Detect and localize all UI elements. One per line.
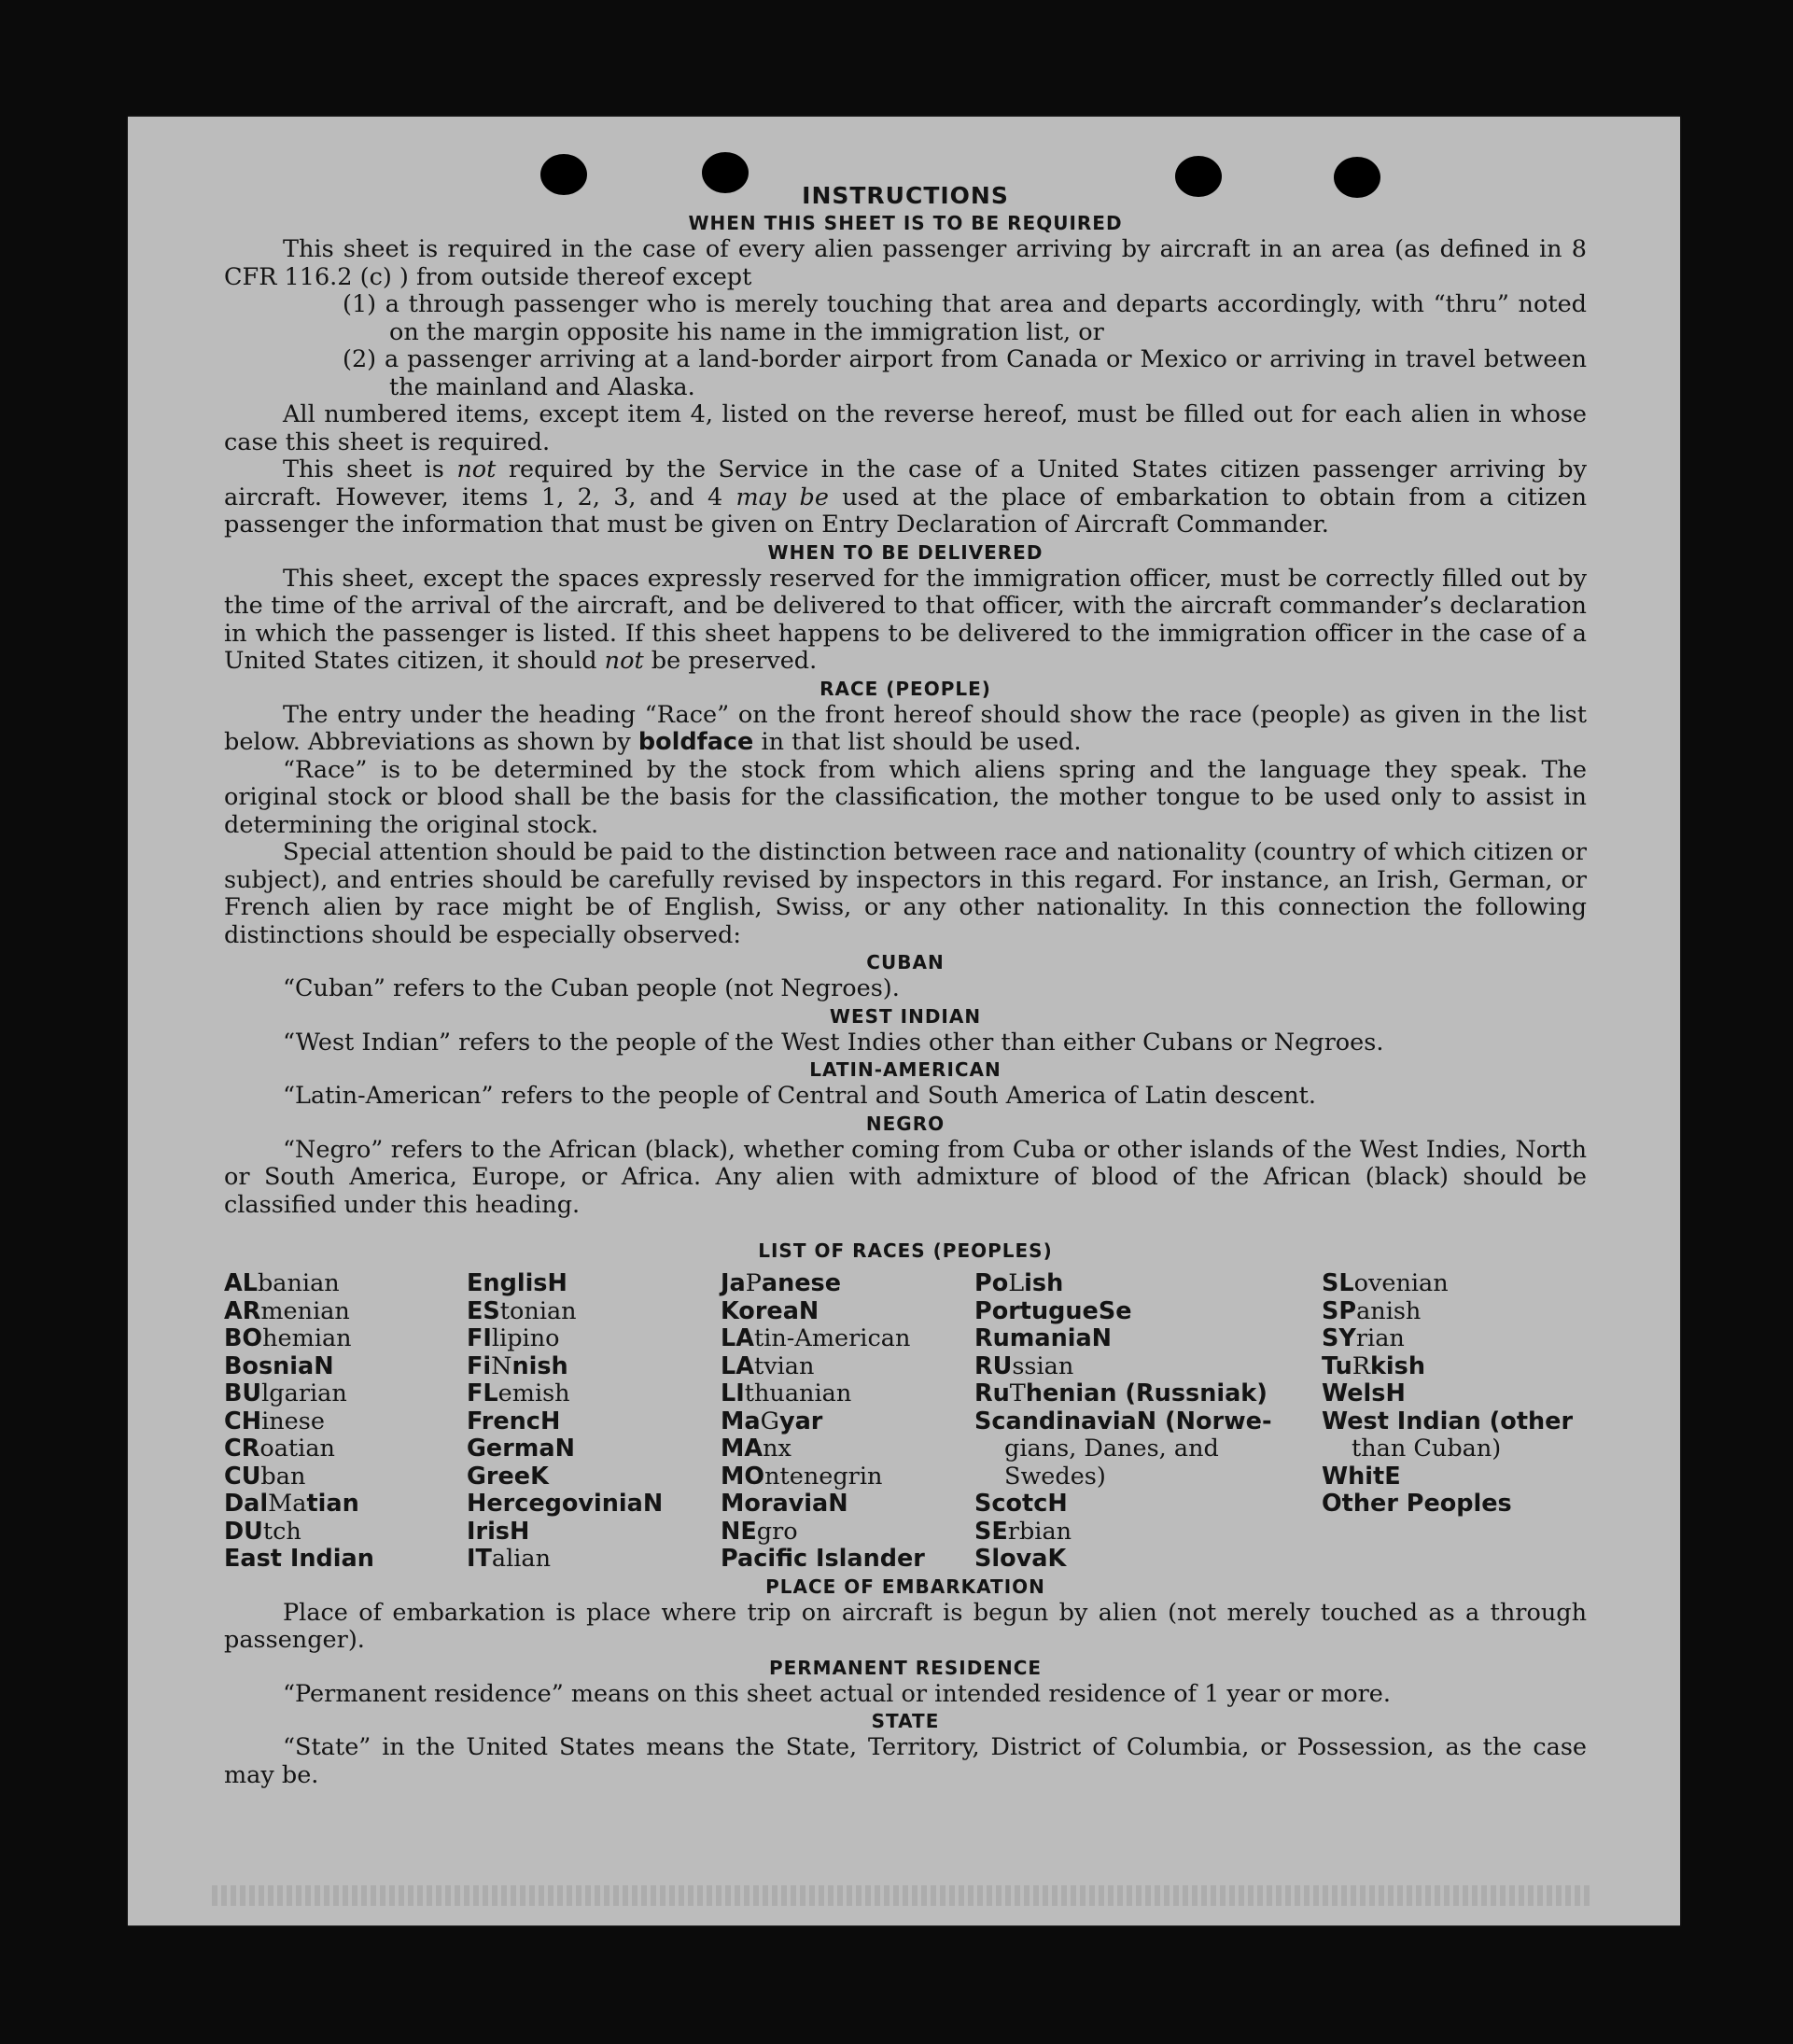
races-column-1: [224, 1270, 467, 1574]
race-abbrev: Dal: [224, 1490, 269, 1518]
race-entry: [467, 1435, 721, 1463]
race-entry: [721, 1270, 974, 1298]
page-title: INSTRUCTIONS: [802, 182, 1009, 209]
race-abbrev: West Indian: [1322, 1407, 1481, 1435]
race-entry: [224, 1353, 467, 1381]
race-entry: [974, 1463, 1322, 1491]
race-entry: [224, 1435, 467, 1463]
races-column-3: [721, 1270, 974, 1574]
race-abbrev: LI: [721, 1379, 745, 1407]
race-abbrev: Moravia: [721, 1490, 829, 1518]
definition-state: “State” in the United States means the State, Territory, District of Columbia, or Possession, as the case may be.: [224, 1733, 1587, 1789]
race-abbrev: Iris: [467, 1517, 510, 1546]
race-abbrev: Ja: [721, 1269, 746, 1297]
race-abbrev: H: [509, 1517, 530, 1546]
race-entry: [974, 1435, 1322, 1463]
race-entry: [721, 1298, 974, 1326]
definition-latin-american: “Latin-American” refers to the people of Central and South America of Latin descent.: [283, 1082, 1317, 1110]
race-abbrev: SP: [1322, 1296, 1357, 1325]
race-abbrev: CU: [224, 1462, 261, 1491]
race-text: inese: [261, 1407, 325, 1435]
race-text: oatian: [259, 1435, 335, 1463]
race-abbrev: Fi: [467, 1351, 492, 1380]
race-text: tvian: [753, 1351, 815, 1380]
race-abbrev: CH: [224, 1407, 262, 1435]
faint-bleed-through-text: [212, 1885, 1593, 1906]
race-abbrev: N (Norwe-: [1136, 1407, 1272, 1435]
race-entry: [224, 1380, 467, 1408]
race-abbrev: LA: [721, 1324, 754, 1352]
definition-cuban: “Cuban” refers to the Cuban people (not Negroes).: [283, 974, 900, 1002]
race-text: ssian: [1012, 1351, 1074, 1380]
race-entry: [1322, 1463, 1587, 1491]
race-entry: [467, 1380, 721, 1408]
race-abbrev: K: [1047, 1545, 1067, 1573]
race-abbrev: DU: [224, 1517, 263, 1546]
race-entry: [224, 1546, 467, 1574]
race-abbrev: MO: [721, 1462, 765, 1491]
race-text: ban: [260, 1462, 306, 1491]
race-text: tin-American: [753, 1324, 911, 1352]
race-entry: [1322, 1298, 1587, 1326]
race-text: hemian: [262, 1324, 352, 1352]
race-text: tch: [262, 1517, 301, 1546]
race-abbrev: Whit: [1322, 1462, 1385, 1491]
heading-embarkation: PLACE OF EMBARKATION: [765, 1575, 1045, 1598]
race-entry: [1322, 1270, 1587, 1298]
race-text: Swedes): [1004, 1462, 1106, 1491]
race-abbrev: ish: [1024, 1269, 1064, 1297]
race-abbrev: Portugue: [974, 1296, 1099, 1325]
race-abbrev: IT: [467, 1545, 492, 1573]
race-text: P: [745, 1269, 762, 1297]
definition-west-indian: “West Indian” refers to the people of the West Indies other than either Cubans or Negroes.: [283, 1028, 1384, 1057]
race-entry: [224, 1270, 467, 1298]
race-entry: [721, 1353, 974, 1381]
race-abbrev: East Indian: [224, 1545, 374, 1573]
race-abbrev: Germa: [467, 1435, 555, 1463]
race-abbrev: Po: [974, 1269, 1009, 1297]
race-abbrev: AL: [224, 1269, 258, 1297]
race-abbrev: anese: [761, 1269, 842, 1297]
heading-negro: NEGRO: [865, 1112, 946, 1135]
race-abbrev: H: [547, 1269, 567, 1297]
race-abbrev: RU: [974, 1351, 1013, 1380]
race-text: ntenegrin: [764, 1462, 883, 1491]
race-entry: [224, 1519, 467, 1547]
race-entry: [224, 1298, 467, 1326]
race-entry: [974, 1546, 1322, 1574]
race-entry: [974, 1353, 1322, 1381]
race-abbrev: FL: [467, 1379, 498, 1407]
race-text: than Cuban): [1352, 1435, 1502, 1463]
race-abbrev: Ma: [721, 1407, 761, 1435]
race-abbrev: Frenc: [467, 1407, 540, 1435]
definition-negro: “Negro” refers to the African (black), whether coming from Cuba or other islands of the West Indies, North or South America, Europe, or Africa. Any alien with admixture of blood of the African (black) should be classified under this heading.: [224, 1135, 1587, 1219]
race-abbrev: E: [1384, 1462, 1401, 1491]
race-abbrev: yar: [778, 1407, 823, 1435]
race-entry: [467, 1463, 721, 1491]
race-entry: [224, 1325, 467, 1353]
race-entry: [1322, 1353, 1587, 1381]
race-abbrev: Tu: [1322, 1351, 1352, 1380]
race-entry: [467, 1546, 721, 1574]
paragraph-citizen: This sheet is not required by the Service in the case of a United States citizen passenger arriving by aircraft. However, items 1, 2, 3, and 4 may be used at the place of embarkation to obtain from a citizen passenger the information that must be given on Entry Declaration of Aircraft Commander.: [224, 455, 1588, 539]
race-entry: [467, 1353, 721, 1381]
race-entry: [467, 1408, 721, 1436]
race-abbrev: H: [539, 1407, 561, 1435]
race-entry: [721, 1435, 974, 1463]
race-text: gro: [756, 1517, 798, 1546]
race-entry: [974, 1298, 1322, 1326]
race-abbrev: henian (Russniak): [1025, 1379, 1268, 1407]
race-abbrev: Other Peoples: [1322, 1490, 1512, 1518]
race-abbrev: MA: [721, 1435, 763, 1463]
race-text: ovenian: [1353, 1269, 1449, 1297]
race-abbrev: Ru: [974, 1379, 1010, 1407]
race-abbrev: Scotc: [974, 1490, 1048, 1518]
heading-race: RACE (PEOPLE): [819, 677, 991, 700]
race-entry: [224, 1408, 467, 1436]
race-entry: [467, 1325, 721, 1353]
race-abbrev: AR: [224, 1296, 261, 1325]
race-text: R: [1352, 1351, 1370, 1380]
race-text: banian: [257, 1269, 340, 1297]
race-entry: [721, 1380, 974, 1408]
exception-2: (2) a passenger arriving at a land-border airport from Canada or Mexico or arriving in travel between the mainland and Alaska.: [343, 345, 1587, 401]
race-abbrev: SE: [974, 1517, 1008, 1546]
races-column-5: [1322, 1270, 1587, 1574]
race-entry: [721, 1546, 974, 1574]
race-abbrev: H: [1047, 1490, 1068, 1518]
race-entry: [721, 1463, 974, 1491]
race-abbrev: BU: [224, 1379, 262, 1407]
race-abbrev: N: [554, 1435, 575, 1463]
paragraph-required: This sheet is required in the case of every alien passenger arriving by aircraft in an area (as defined in 8 CFR 116.2 (c) ) from outside thereof except: [224, 235, 1587, 291]
race-entry: [721, 1325, 974, 1353]
race-entry: [974, 1380, 1322, 1408]
race-entry: [974, 1491, 1322, 1519]
race-text: thuanian: [744, 1379, 852, 1407]
race-text: G: [760, 1407, 779, 1435]
race-abbrev: Se: [1098, 1296, 1132, 1325]
race-entry: [1322, 1491, 1587, 1519]
race-abbrev: LA: [721, 1351, 754, 1380]
race-text: L: [1008, 1269, 1025, 1297]
paragraph-race-nationality: Special attention should be paid to the distinction between race and nationality (country of which citizen or subject), and entries should be carefully revised by inspectors in this regard. For instance, an Irish, German, or French alien by race might be of English, Swiss, or any other nationality. In this connection the following distinctions should be especially observed:: [224, 838, 1587, 949]
race-abbrev: N: [314, 1351, 334, 1380]
heading-when-required: WHEN THIS SHEET IS TO BE REQUIRED: [688, 212, 1123, 234]
exception-1: (1) a through passenger who is merely touching that area and departs accordingly, with “thru” noted on the margin opposite his name in the immigration list, or: [343, 290, 1587, 346]
race-entry: [1322, 1435, 1587, 1463]
race-text: Ma: [268, 1490, 307, 1518]
race-abbrev: nish: [511, 1351, 568, 1380]
paragraph-numbered-items: All numbered items, except item 4, listed on the reverse hereof, must be filled out for each alien in whose case this sheet is required.: [224, 400, 1587, 456]
race-entry: [1322, 1408, 1587, 1436]
race-abbrev: Scandinavia: [974, 1407, 1137, 1435]
race-abbrev: Hercegovinia: [467, 1490, 643, 1518]
race-abbrev: Englis: [467, 1269, 548, 1297]
races-column-4: [974, 1270, 1322, 1574]
race-entry: [974, 1408, 1322, 1436]
races-column-2: [467, 1270, 721, 1574]
paragraph-race-entry: The entry under the heading “Race” on the front hereof should show the race (people) as given in the list below. Abbreviations as shown by boldface in that list should be used.: [224, 700, 1587, 756]
race-abbrev: CR: [224, 1435, 260, 1463]
heading-latin-american: LATIN-AMERICAN: [809, 1058, 1002, 1081]
race-abbrev: FI: [467, 1324, 492, 1352]
race-abbrev: N: [828, 1490, 848, 1518]
race-text: anish: [1356, 1296, 1422, 1325]
race-abbrev: N: [642, 1490, 664, 1518]
race-text: T: [1009, 1379, 1026, 1407]
race-abbrev: N: [798, 1296, 819, 1325]
heading-state: STATE: [871, 1710, 940, 1732]
race-abbrev: H: [1385, 1379, 1406, 1407]
race-entry: [224, 1463, 467, 1491]
race-entry: [974, 1519, 1322, 1547]
race-text: lipino: [491, 1324, 560, 1352]
race-entry: [224, 1491, 467, 1519]
heading-when-delivered: WHEN TO BE DELIVERED: [767, 540, 1044, 564]
race-text: alian: [491, 1545, 552, 1573]
paragraph-race-stock: “Race” is to be determined by the stock from which aliens spring and the language they speak. The original stock or blood shall be the basis for the classification, the mother tongue to be used only to assist in determining the original stock.: [224, 755, 1587, 839]
race-abbrev: Rumania: [974, 1324, 1092, 1352]
race-text: rian: [1355, 1324, 1405, 1352]
race-entry: [974, 1270, 1322, 1298]
race-entry: [721, 1519, 974, 1547]
heading-cuban: CUBAN: [866, 951, 945, 973]
race-entry: [467, 1298, 721, 1326]
race-abbrev: K: [530, 1462, 549, 1491]
race-abbrev: Slova: [974, 1545, 1048, 1573]
heading-residence: PERMANENT RESIDENCE: [768, 1656, 1043, 1679]
heading-list-of-races: LIST OF RACES (PEOPLES): [758, 1239, 1053, 1262]
document-sheet: [128, 117, 1680, 1925]
race-entry: [1322, 1380, 1587, 1408]
race-abbrev: N: [1091, 1324, 1113, 1352]
race-abbrev: Bosnia: [224, 1351, 315, 1380]
race-abbrev: tian: [306, 1490, 359, 1518]
instructions-content: [224, 182, 1587, 1789]
race-abbrev: ES: [467, 1296, 500, 1325]
race-abbrev: SY: [1322, 1324, 1356, 1352]
race-abbrev: (other: [1480, 1407, 1574, 1435]
race-abbrev: kish: [1369, 1351, 1425, 1380]
race-text: emish: [497, 1379, 570, 1407]
heading-west-indian: WEST INDIAN: [829, 1004, 982, 1028]
race-entry: [721, 1491, 974, 1519]
race-text: gians, Danes, and: [1004, 1435, 1219, 1463]
race-text: rbian: [1007, 1517, 1072, 1546]
race-abbrev: BO: [224, 1324, 263, 1352]
race-entry: [467, 1491, 721, 1519]
race-entry: [467, 1519, 721, 1547]
race-abbrev: Wels: [1322, 1379, 1386, 1407]
race-text: tonian: [499, 1296, 577, 1325]
races-list: [224, 1270, 1587, 1574]
race-abbrev: Gree: [467, 1462, 531, 1491]
definition-embarkation: Place of embarkation is place where trip on aircraft is begun by alien (not merely touched as a through passenger).: [224, 1598, 1587, 1654]
race-entry: [1322, 1325, 1587, 1353]
race-entry: [467, 1270, 721, 1298]
race-text: lgarian: [261, 1379, 347, 1407]
race-abbrev: Korea: [721, 1296, 799, 1325]
paragraph-delivered: This sheet, except the spaces expressly reserved for the immigration officer, must be correctly filled out by the time of the arrival of the aircraft, and be delivered to that officer, with the aircraft commander’s declaration in which the passenger is listed. If this sheet happens to be delivered to the immigration officer in the case of a United States citizen, it should not be preserved.: [224, 564, 1587, 675]
race-text: menian: [260, 1296, 350, 1325]
race-entry: [721, 1408, 974, 1436]
definition-residence: “Permanent residence” means on this sheet actual or intended residence of 1 year or more.: [283, 1679, 1391, 1708]
race-abbrev: Pacific Islander: [721, 1545, 925, 1573]
race-entry: [974, 1325, 1322, 1353]
race-text: N: [491, 1351, 512, 1380]
race-abbrev: SL: [1322, 1269, 1354, 1297]
race-abbrev: NE: [721, 1517, 757, 1546]
race-text: nx: [763, 1435, 791, 1463]
